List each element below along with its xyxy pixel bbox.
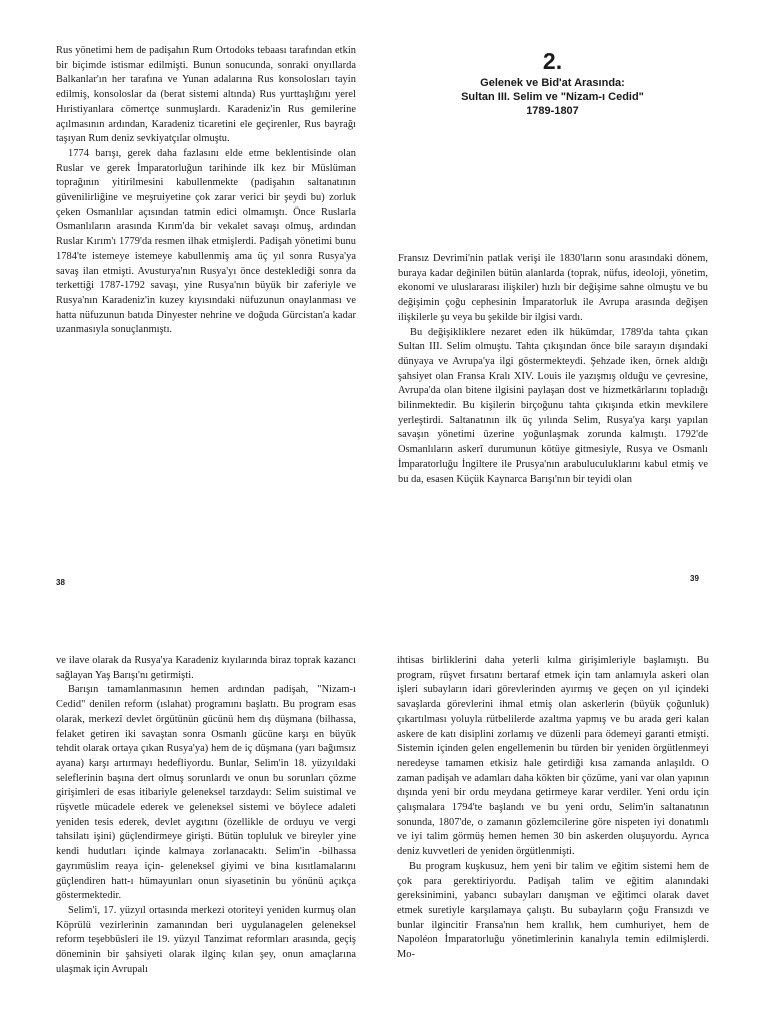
chapter-title-line: 1789-1807 [526,105,579,117]
page-number: 38 [56,578,65,587]
chapter-title-line: Sultan III. Selim ve "Nizam-ı Cedid" [461,91,644,103]
page-bottom-left [0,620,384,1024]
paragraph: ihtisas birliklerini daha yeterli kılma girişimleriyle başlamıştı. Bu program, rüşvet fırsatını bertaraf etmek için tam anlamıyla askeri olan işleri subayların idari görevlerinden ayırmış ve geçen on yıl içindeki savaşlarda görevlerini ihmal etmiş olan askerlerin (büyük çoğunluk) çıkartılması yoluyla rütbelilerde azaltma yapmış ve bu arada geri kalan askere de katı disiplini zorlamış ve düzenli para ödemeyi garanti etmişti. Sistemin içinden gelen engellemenin bu türden bir yeniden örgütlenmeyi neredeyse tamamen etkisiz hale getirdiği kısa zamanda anlaşıldı. O zaman padişah ve adamları daha kökten bir çözüme, yani var olan yapının dışında yeni bir ordu meydana getirmeye karar verdiler. Yeni ordu için çalışmalara 1794'te başlandı ve bu yeni ordu, Selim'in saltanatının sonunda, 1807'de, o zamanın gözlemcilerine göre nispeten iyi donatımlı ve iyi talim görmüş hemen hemen 30 bin askerden oluşuyordu. Ayrıca deniz kuvvetleri de yeniden örgütlenmişti. [397,655,709,858]
paragraph: Bu program kuşkusuz, hem yeni bir talim ve eğitim sistemi hem de çok para gerektiriyordu. Padişah talim ve eğitim alanındaki gereksinimini, yabancı subayları danışman ve eğitimci olarak davet etmek suretiyle karşılamaya çalıştı. Bu subayların çoğu Fransızdı ve bunlar ilgincitir Fransa'nın hem krallık, hem cumhuriyet, hem de Napoléon İmparatorluğu yönetimlerinin kanalıyla temin edilmişlerdi. Mo- [397,860,709,961]
paragraph: Rus yönetimi hem de padişahın Rum Ortodoks tebaası tarafından etkin bir biçimde istismar edilmişti. Bunun sonucunda, sonraki onyıllarda Balkanlar'ın her tarafına ve Yunan adalarına Rus konsolosları tayin edilmiş, konsoloslar da (berat sistemi altında) Rus yurttaşlığını yerel Hıristiyanlara cömertçe sunmuşlardı. Karadeniz'in Rus gemilerine açılmasının ardından, Karadeniz ticaretini ele geçirenler, Rus bayrağı taşıyan Rum deniz sevkiyatçılar olmuştu. [56,45,356,145]
page-bottom-left-text-column [56,654,356,977]
paragraph: Barışın tamamlanmasının hemen ardından padişah, "Nizam-ı Cedid" denilen reform (ıslahat) programını başlattı. Bu program esas olarak, merkezî devlet örgütünün gücünü hem dış düşmana (bilhassa, felaket getiren iki savaştan sonra Osmanlı gücüne karşı en büyük tehdit olarak ortaya çıkan Rusya'ya) hem de iç düşmana (yarı bağımsız ayana) karşı artırmayı hedefliyordu. Bunlar, Selim'in 18. yüzyıldaki seleflerinin başına dert olmuş sorunlardı ve onun bu sorunları çözme girişimleri de esas itibariyle geleneksel tarzdaydı: Selim suistimal ve rüşvetle mücadele ederek ve geleneksel sistemi ve böylece adaleti yeniden tesis ederek, devlet aygıtını (özellikle de orduyu ve vergi tahsilatı işini) güçlendirmeye girişti. Bütün topluluk ve bireyler yine kendi hudutları içinde kalmaya zorlanacaktı. Selim'in -bilhassa gayrımüslim reaya için- geleneksel giyimi ve bina kısıtlamalarını güçlendiren hatt-ı hümayunları onun siyasetinin bu yönünü açıkça göstermektedir. [56,684,356,902]
paragraph: Selim'i, 17. yüzyıl ortasında merkezi otoriteyi yeniden kurmuş olan Köprülü vezirlerinin zamanından beri uygulanagelen geleneksel reform teşebbüsleri ile 19. yüzyıl Tanzimat reformları arasında, geçiş döneminin bir şahsiyeti olarak ilginç kılan şey, onun amaçlarına ulaşmak için Avrupalı [56,904,356,975]
page-number: 39 [690,574,699,583]
page-38 [0,0,384,600]
page-39 [384,0,768,600]
paragraph: Bu değişikliklere nezaret eden ilk hükümdar, 1789'da tahta çıkan Sultan III. Selim olmuştu. Tahta çıkışından önce bile sarayın dışındaki dünyaya ve Avrupa'ya ilgi göstermekteydi. Şehzade iken, örnek aldığı şahsiyet olan Fransa Kralı XIV. Louis ile yazışmış olduğu ve çevresine, Avrupa'da olan bitene ilgisini paylaşan dost ve hizmetkârlarını topladığı bilinmektedir. Bu kişilerin birçoğunu tahta çıkışında etkin mevkilere yerleştirdi. Saltanatının ilk üç yılında Selim, Rusya'ya karşı yapılan savaşın yönetimi üzerine yoğunlaşmak zorunda kalmıştı. 1792'de Osmanlıların askerî durumunun kötüye gitmesiyle, Rusya ve Osmanlı İmparatorluğu İngiltere ile Prusya'nın arabuluculuklarını kabul etmiş ve bu da, esasen Küçük Kaynarca Barışı'nın bir teyidi olan [398,326,708,485]
page-39-text-column [398,252,708,487]
paragraph: Fransız Devrimi'nin patlak verişi ile 1830'ların sonu arasındaki dönem, buraya kadar değinilen bütün alanlarda (toprak, nüfus, ideoloji, yönetim, ekonomi ve uluslararası ilişkiler) hızlı bir değişime sahne olmuştu ve bu değişimin çoğu cephesinin İmparatorluk ile Avrupa arasında değişen ilişkilerle şu veya bu şekilde bir ilgisi vardı. [398,253,708,323]
page-38-text-column [56,44,356,338]
chapter-heading [420,48,685,118]
paragraph: ve ilave olarak da Rusya'ya Karadeniz kıyılarında biraz toprak kazancı sağlayan Yaş Barışı'nı getirmişti. [56,655,356,681]
page-bottom-right [384,620,768,1024]
chapter-title-line: Gelenek ve Bid'at Arasında: [480,77,625,89]
chapter-number: 2. [542,48,563,74]
page-bottom-right-text-column [397,654,709,963]
paragraph: 1774 barışı, gerek daha fazlasını elde etme beklentisinde olan Ruslar ve gerek İmparatorluğun tarihinde ilk kez bir Müslüman toprağının yitirilmesini kabullenmekte (padişahın saltanatının güvenilirliğine ve meşruiyetine çok zarar verici bir şeydi bu) zorluk çeken Osmanlılar açısından tatmin edici olmamıştı. Önce Ruslarla Osmanlıların arasında Kırım'da bir vekalet savaşı olmuş, ardından Ruslar Kırım'ı 1779'da resmen ilhak etmişlerdi. Padişah yönetimi bunu 1784'te istemeye istemeye kabullenmiş ama üç yıl sonra Rusya'ya savaş ilan etmişti. Avusturya'nın Rusya'yı önce desteklediği sonra da terkettiği 1787-1792 savaşı, yine Rusya'nın büyük bir zaferiyle ve Rusya'nın Karadeniz'in kuzey kıyısındaki nüfuzunun onaylanması ve hatta nüfuzunun batıda Dinyester nehrine ve doğuda Gürcistan'a kadar uzanmasıyla sonuçlanmıştı. [56,147,356,336]
